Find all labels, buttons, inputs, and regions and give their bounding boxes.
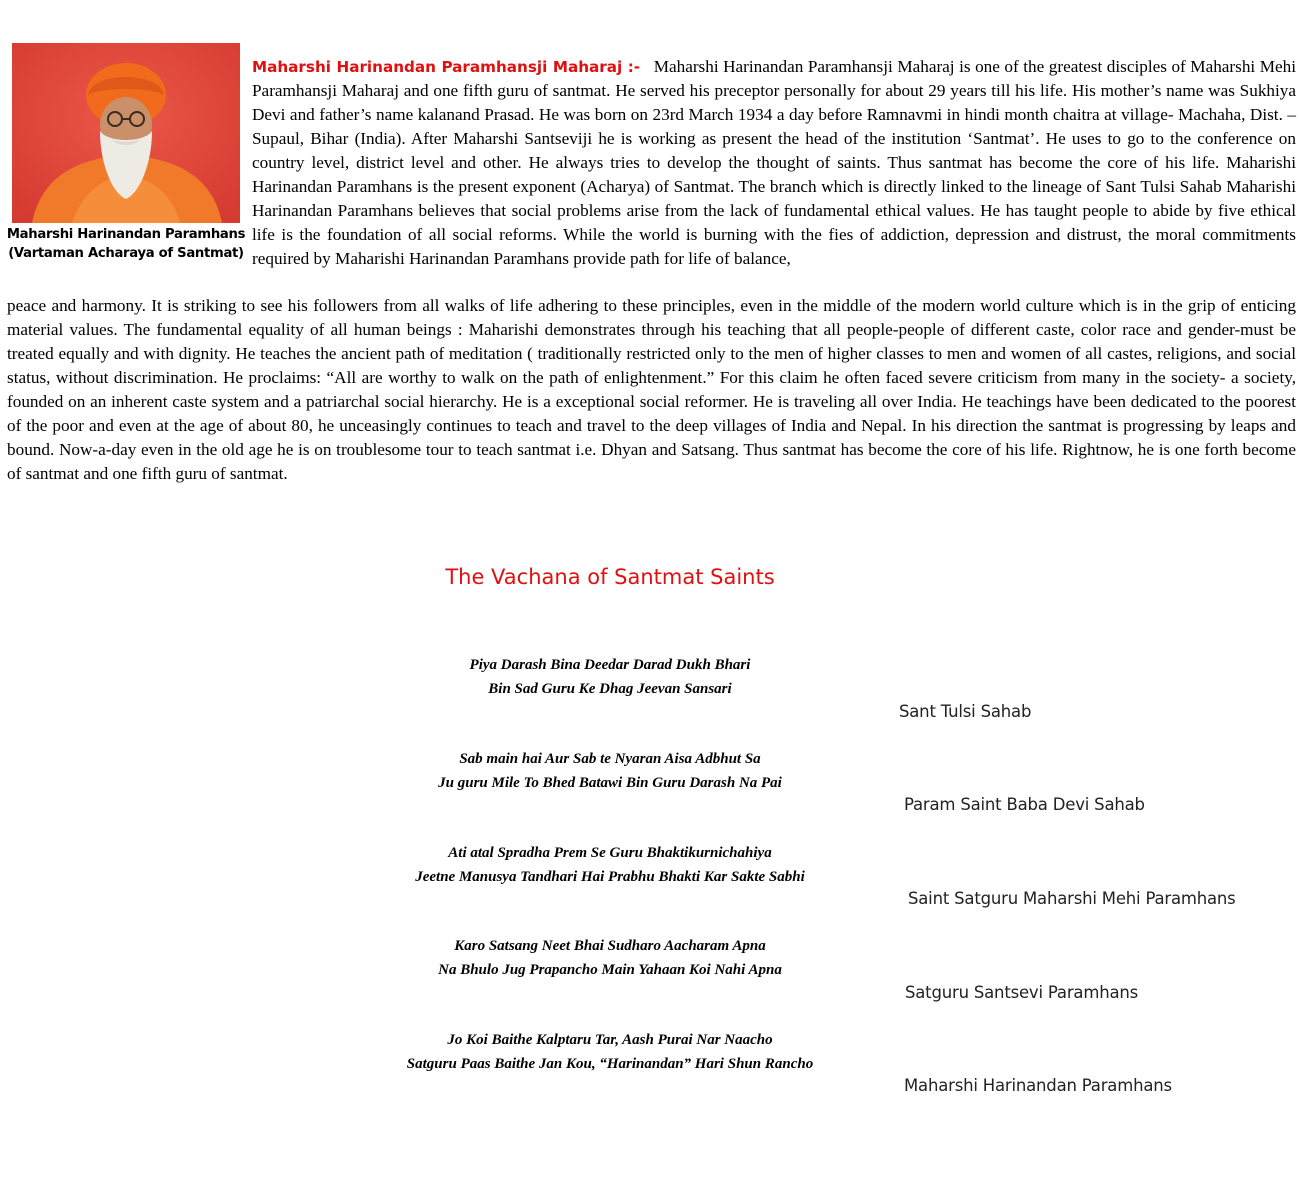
verse-line: Jeetne Manusya Tandhari Hai Prabhu Bhakti Kar Sakte Sabhi	[415, 869, 805, 885]
verse-line: Jo Koi Baithe Kalptaru Tar, Aash Purai Nar Naacho	[447, 1032, 773, 1048]
verse-line: Satguru Paas Baithe Jan Kou, “Harinandan” Hari Shun Rancho	[406, 1056, 814, 1072]
verse-2	[350, 747, 870, 795]
verse-line: Karo Satsang Neet Bhai Sudharo Aacharam Apna	[454, 938, 766, 954]
verse-1	[350, 653, 870, 701]
saint-attribution-5: Maharshi Harinandan Paramhans	[904, 1076, 1172, 1095]
verse-line: Ati atal Spradha Prem Se Guru Bhaktikurnichahiya	[448, 845, 772, 861]
biography-paragraph	[252, 55, 1296, 271]
verse-line: Bin Sad Guru Ke Dhag Jeevan Sansari	[488, 681, 732, 697]
saint-portrait-icon	[12, 43, 240, 223]
verse-5	[350, 1028, 870, 1076]
vachana-section-title: The Vachana of Santmat Saints	[445, 565, 775, 589]
biography-heading: Maharshi Harinandan Paramhansji Maharaj :-	[252, 58, 641, 76]
verse-4	[350, 934, 870, 982]
saint-attribution-3: Saint Satguru Maharshi Mehi Paramhans	[908, 889, 1236, 908]
verse-line: Ju guru Mile To Bhed Batawi Bin Guru Darash Na Pai	[438, 775, 782, 791]
saint-portrait-photo	[12, 43, 240, 223]
biography-text: Maharshi Harinandan Paramhansji Maharaj is one of the greatest disciples of Maharshi Mehi Paramhansji Maharaj and one fifth guru of santmat. He served his preceptor personally for about 29 years till his life. His mother’s name was Sukhiya Devi and father’s name kalanand Prasad. He was born on 23rd March 1934 a day before Ramnavmi in hindi month chaitra at village- Machaha, Dist. – Supaul, Bihar (India). After Maharshi Santseviji he is working as present the head of the institution ‘Santmat’. He uses to go to the conference on country level, district level and other. He always tries to develop the thought of saints. Thus santmat has become the core of his life. Maharishi Harinandan Paramhans is the present exponent (Acharya) of Santmat. The branch which is directly linked to the lineage of Sant Tulsi Sahab Maharishi Harinandan Paramhans believes that social problems arise from the lack of fundamental ethical values. He has taught people to abide by five ethical life is the foundation of all social reforms. While the world is burning with the fies of addiction, depression and distrust, the moral commitments required by Maharishi Harinandan Paramhans provide path for life of balance,	[252, 57, 1297, 268]
caption-title: (Vartaman Acharaya of Santmat)	[8, 246, 244, 261]
verse-line: Na Bhulo Jug Prapancho Main Yahaan Koi Nahi Apna	[438, 962, 782, 978]
verse-line: Sab main hai Aur Sab te Nyaran Aisa Adbhut Sa	[459, 751, 761, 767]
verse-3	[350, 841, 870, 889]
saint-attribution-2: Param Saint Baba Devi Sahab	[904, 795, 1145, 814]
portrait-caption	[4, 225, 248, 263]
saint-attribution-4: Satguru Santsevi Paramhans	[905, 983, 1139, 1002]
biography-continuation: peace and harmony. It is striking to see his followers from all walks of life adhering to these principles, even in the middle of the modern world culture which is in the grip of enticing material values. The fundamental equality of all human beings : Maharishi demonstrates through his teaching that all people-people of different caste, color race and gender-must be treated equally and with dignity. He teaches the ancient path of meditation ( traditionally restricted only to the men of higher classes to men and women of all castes, religions, and social status, without discrimination. He proclaims: “All are worthy to walk on the path of enlightenment.” For this claim he often faced severe criticism from many in the society- a society, founded on an inherent caste system and a patriarchal social hierarchy. He is a exceptional social reformer. He is traveling all over India. He teachings have been dedicated to the poorest of the poor and even at the age of about 80, he unceasingly continues to teach and travel to the deep villages of India and Nepal. In his direction the santmat is progressing by leaps and bound. Now-a-day even in the old age he is on troublesome tour to teach santmat i.e. Dhyan and Satsang. Thus santmat has become the core of his life. Rightnow, he is one forth become of santmat and one fifth guru of santmat.	[7, 296, 1296, 483]
verse-line: Piya Darash Bina Deedar Darad Dukh Bhari	[469, 657, 751, 673]
saint-attribution-1: Sant Tulsi Sahab	[899, 702, 1032, 721]
caption-name: Maharshi Harinandan Paramhans	[6, 227, 246, 242]
